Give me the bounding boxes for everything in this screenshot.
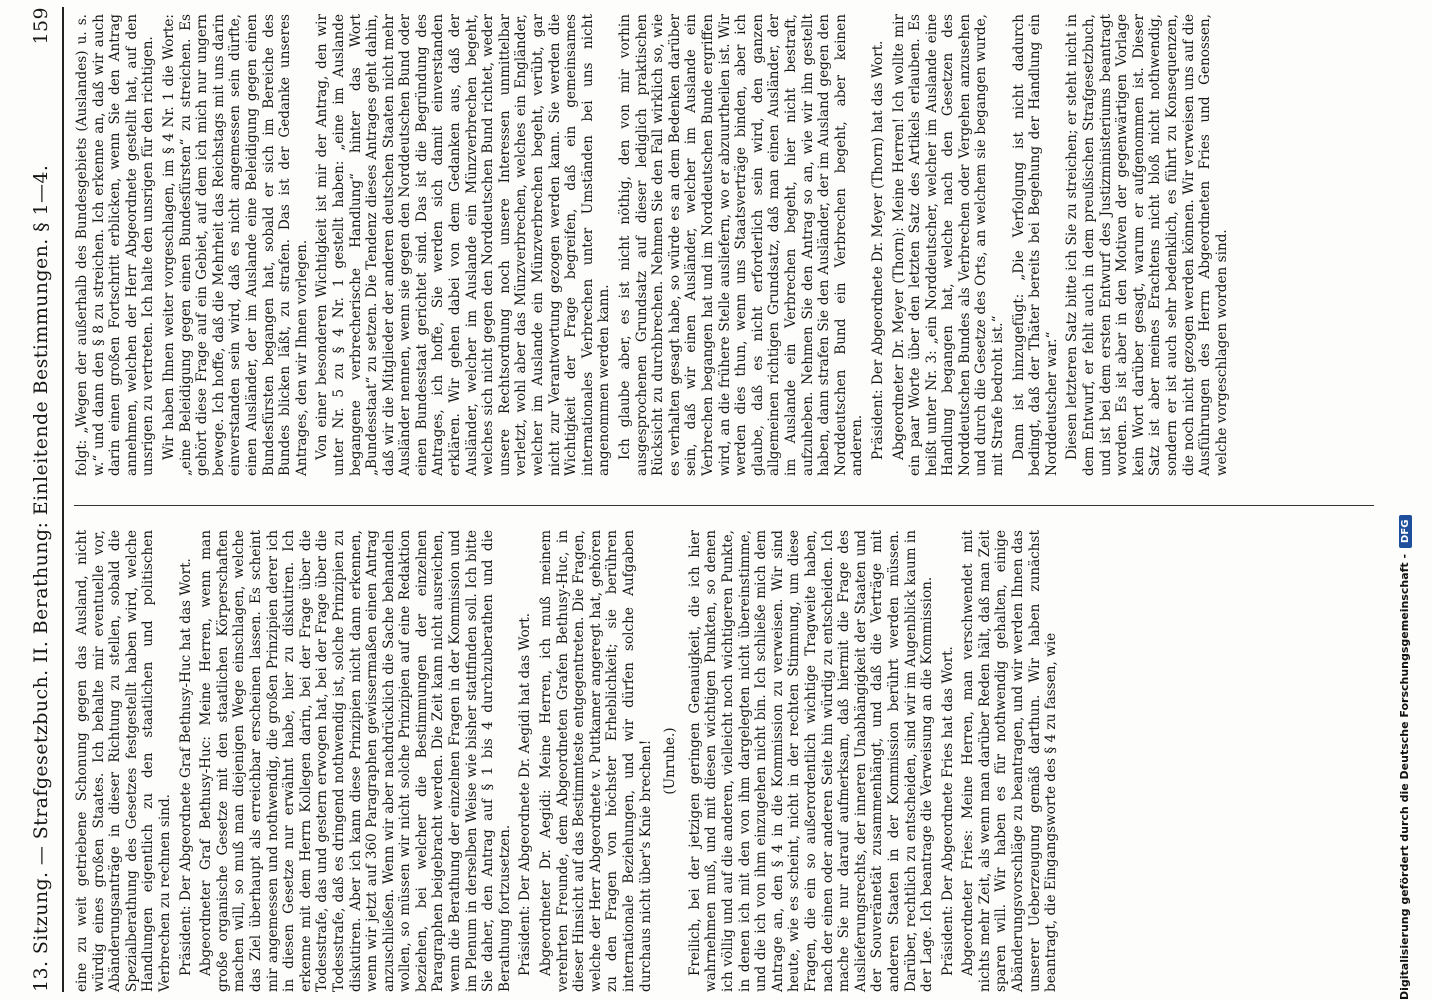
digitization-credit (1398, 40, 1424, 1000)
interjection: (Unruhe.) (662, 727, 679, 795)
running-head-title: 13. Sitzung. — Strafgesetzbuch. II. Berathung: Einleitende Bestimmungen. § 1—4. (30, 164, 52, 992)
paragraph: Von einer besonderen Wichtigkeit ist mir der Antrag, den wir unter Nr. 5 zu § 4 Nr. 1 gestellt haben: „eine im Auslande begangene verbrecherische Handlung“ hinter das Wort „Bundesstaat“ zu setzen. Die Tendenz dieses Antrages geht dahin, daß wir die Mitglieder der anderen deutschen Staaten nicht mehr Ausländer nennen, wenn sie gegen den Norddeutschen Bund oder einen Bundesstaat gerichtet sind. Das ist die Begründung des Antrages, ich hoffe, Sie werden sich damit einverstanden erklären. Wir gehen dabei von dem Gedanken aus, daß der Ausländer, welcher im Auslande ein Münzverbrechen begeht, welches sich nicht gegen den Norddeutschen Bund richtet, weder unsere Rechtsordnung noch unsere Interessen unmittelbar verletzt, wohl aber das Münzverbrechen, welches ein Engländer, welcher im Auslande ein Münzverbrechen begeht, verübt, gar nicht zur Verantwortung gezogen werden kann. Sie werden die Wichtigkeit der Frage begreifen, daß ein gemeinsames internationales Verbrechen unter Umständen bei uns nicht angenommen werden kann. (314, 14, 613, 476)
paragraph: Abgeordneter Graf Bethusy-Huc: Meine Herren, wenn man große organische Gesetze mit den staatlichen Körperschaften machen will, so muß man diejenigen Wege einschlagen, welche das Ziel überhaupt als erreichbar erscheinen lassen. Es scheint mir angemessen und nothwendig, die großen Prinzipien derer ich in diesen Gesetze nur erwähnt habe, hier zu diskutiren. Ich erkenne mit dem Herrn Kollegen darin, bei der Frage über die Todesstrafe, das und gestern erwogen hat, bei der Frage über die Todesstrafe, daß es dringend nothwendig ist, solche Prinzipien zu diskutiren. Aber ich kann diese Prinzipien nicht dann erkennen, wenn wir jetzt auf 360 Paragraphen gewissermaßen einen Antrag anzuschließen. Wenn wir aber nachdrücklich die Sache behandeln wollen, so müssen wir nicht solche Prinzipien auf eine Redaktion beziehen, bei welcher die Bestimmungen der einzelnen Paragraphen beigebracht werden. Die Zeit kann nicht ausreichen, wenn die Berathung der einzelnen Fragen in der Kommission und im Plenum in derselben Weise wie bisher stattfinden soll. Ich bitte Sie daher, den Antrag auf § 1 bis 4 durchzuberathen und die Berathung fortzusetzen. (198, 530, 513, 992)
page-number: 159 (30, 7, 52, 45)
paragraph: Abgeordneter Dr. Meyer (Thorn): Meine Herren! Ich wollte mir ein paar Worte über den letzten Satz des Artikels erlauben. Es heißt unter Nr. 3: „ein Norddeutscher, welcher im Auslande eine Handlung begangen hat, welche nach den Gesetzen des Norddeutschen Bundes als Verbrechen oder Vergehen anzusehen und durch die Gesetze des Orts, an welchem sie begangen wurde, mit Strafe bedroht ist.“ (890, 14, 1007, 476)
dfg-logo: DFG (1399, 515, 1412, 548)
paragraph: folgt: „Wegen der außerhalb des Bundesgebiets (Auslandes) u. s. w.“ und dann den § 8 zu streichen. Ich erkenne an, daß wir auch darin einen großen Fortschritt erblicken, wenn Sie den Antrag annehmen, welchen der Herr Abgeordnete gestellt hat, auf den unsrigen zu vertreten. Ich halte den unsrigen für den richtigen. (74, 14, 157, 476)
paragraph: eine zu weit getriebene Schonung gegen das Ausland, nicht würdig eines großen Staates. Ich behalte mir eventuelle vor, Abänderungsanträge in dieser Richtung zu stellen, sobald die Spezialberathung des Gesetzes festgestellt haben wird, welche Handlungen eigentlich zu den staatlichen und politischen Verbrechen zu rechnen sind. (74, 530, 173, 992)
speaker-line: Präsident: Der Abgeordnete Fries hat das Wort. (939, 646, 956, 976)
rotated-page-content (18, 7, 1388, 992)
left-column (74, 530, 1064, 992)
paragraph: Abgeordneter Fries: Meine Herren, man verschwendet mit nichts mehr Zeit, als wenn man darüber Reden hält, daß man Zeit sparen will. Wir haben es für nothwendig gehalten, einige Abänderungsvorschläge zu beantragen, und wir werden Ihnen das unserer Ueberzeugung gemäß darthun. Wir haben zunächst beantragt, die Eingangsworte des § 4 zu fassen, wie (960, 530, 1060, 992)
paragraph: Ich glaube aber, es ist nicht nöthig, den von mir vorhin ausgesprochenen Grundsatz auf dieser lediglich praktischen Rücksicht zu durchbrechen. Nehmen Sie den Fall wirklich so, wie es verhalten gesagt habe, so würde es an dem Bedenken darüber sein, daß wir einen Ausländer, welcher im Auslande ein Verbrechen begangen hat und im Norddeutschen Bunde ergriffen wird, an die frühere Stelle ausliefern, wo er abzuurtheilen ist. Wir werden dies thun, wenn uns Staatsverträge binden, aber ich glaube, daß es nicht erforderlich sein wird, den ganzen allgemeinen richtigen Grundsatz, daß man einen Ausländer, der im Auslande ein Verbrechen begeht, hier nicht bestraft, aufzuheben. Nehmen Sie den Antrag so an, wie wir ihn gestellt haben, dann strafen Sie den Ausländer, der im Ausland gegen den Norddeutschen Bund ein Verbrechen begeht, aber keinen anderen. (617, 14, 866, 476)
right-column (74, 14, 1234, 476)
running-head (24, 7, 64, 992)
paragraph: Diesen letzteren Satz bitte ich Sie zu streichen; er steht nicht in dem Entwurf, er fehlt auch in dem preußischen Strafgesetzbuch, und ist bei dem ersten Entwurf des Justizministeriums beantragt worden. Es ist aber in den Motiven der gegenwärtigen Vorlage kein Wort darüber gesagt, warum er aufgenommen ist. Dieser Satz ist aber meines Erachtens nicht bloß nicht nothwendig, sondern er ist auch sehr bedenklich, es führt zu Konsequenzen, die noch nicht gezogen werden können. Wir verweisen uns auf die Ausführungen des Herrn Abgeordneten Fries und Genossen, welche vorgeschlagen worden sind. (1064, 14, 1230, 476)
paragraph: Freilich, bei der jetzigen geringen Genauigkeit, die ich hier wahrnehmen muß, und mit diesen wichtigen Punkten, so denen ich völlig und auf die anderen, vielleicht noch wichtigeren Punkte, in denen ich mit den von ihm dargelegten nicht übereinstimme, und die ich von ihm einzugehen nicht bin. Ich schließe mich dem Antrage an, den § 4 in die Kommission zu verweisen. Wir sind heute, wie es scheint, nicht in der rechten Stimmung, um diese Fragen, die ein so außerordentlich wichtige Tragweite haben, nach der einen oder anderen Seite hin würdig zu entscheiden. Ich mache Sie nur darauf aufmerksam, daß hiermit die Frage des Auslieferungsrechts, der inneren Unabhängigkeit der Staaten und der Souveränetät zusammenhängt, und daß die Verträge mit anderen Staaten in der Kommission berührt werden müssen. Darüber, rechtlich zu entscheiden, sind wir im Augenblick kaum in der Lage. Ich beantrage die Verweisung an die Kommission. (686, 530, 936, 992)
paragraph: Abgeordneter Dr. Aegidi: Meine Herren, ich muß meinem verehrten Freunde, dem Abgeordneten Grafen Bethusy-Huc, in dieser Hinsicht auf das Bestimmteste entgegentreten. Die Fragen, welche der Herr Abgeordnete v. Puttkamer angeregt hat, gehören zu den Fragen von höchster Erheblichkeit; sie berühren internationale Beziehungen, und wir dürfen solche Aufgaben durchaus nicht über's Knie brechen! (538, 530, 654, 992)
header-rule (62, 7, 64, 992)
speaker-line: Präsident: Der Abgeordnete Graf Bethusy-Huc hat das Wort. (177, 558, 194, 976)
paragraph: Dann ist hinzugefügt: „Die Verfolgung ist nicht dadurch bedingt, daß der Thäter bereits bei Begehung der Handlung ein Norddeutscher war.“ (1010, 14, 1060, 476)
paragraph: Wir haben Ihnen weiter vorgeschlagen, im § 4 Nr. 1 die Worte: „eine Beleidigung gegen einen Bundesfürsten“ zu streichen. Es gehört diese Frage auf ein Gebiet, auf dem ich mich nur ungern bewege. Ich hoffe, daß die Mehrheit das Reichstags mit uns darin einverstanden sein wird, daß es nicht angemessen sein dürfte, einen Ausländer, der im Auslande eine Beleidigung gegen einen Bundesfürsten begangen hat, sobald er sich im Bereiche des Bundes blicken läßt, zu strafen. Das ist der Gedanke unseres Antrages, den wir Ihnen vorlegen. (160, 14, 310, 476)
speaker-line: Präsident: Der Abgeordnete Dr. Aegidi hat das Wort. (517, 612, 534, 976)
speaker-line: Präsident: Der Abgeordnete Dr. Meyer (Thorn) hat das Wort. (869, 40, 886, 460)
credit-text: Digitalisierung gefördert durch die Deutsche Forschungsgemeinschaft - (1398, 553, 1411, 1000)
column-divider (74, 505, 1374, 506)
